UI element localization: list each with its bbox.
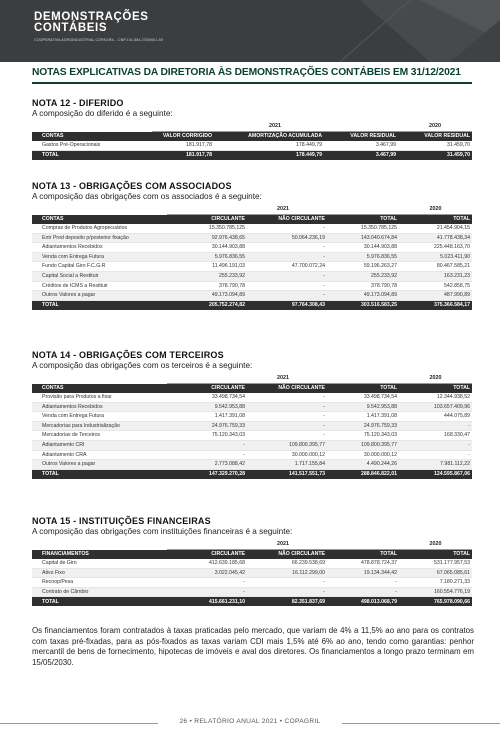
- column-header: TOTAL: [399, 384, 472, 394]
- table-cell: -: [247, 252, 327, 262]
- table-cell: 2.773.088,42: [167, 460, 247, 470]
- footer-separator: •: [279, 718, 283, 725]
- column-header: CIRCULANTE: [167, 215, 247, 225]
- table-cell: -: [247, 291, 327, 301]
- table-row: [32, 421, 472, 431]
- total-cell: 375.366.584,17: [399, 300, 472, 310]
- table-cell: -: [167, 578, 247, 588]
- table-row: [32, 281, 472, 291]
- table-cell: 412.639.185,68: [167, 559, 247, 568]
- table-cell: 33.498.734,54: [327, 393, 399, 402]
- table-cell: Adiantamento CRA: [32, 450, 167, 460]
- column-header: NÃO CIRCULANTE: [247, 550, 327, 560]
- table-cell: 15.350.785,125: [167, 224, 247, 233]
- table-cell: 75.120.343,03: [167, 431, 247, 441]
- table-row: [32, 412, 472, 422]
- table-row: [32, 431, 472, 441]
- table-row: [32, 233, 472, 243]
- column-header: TOTAL: [327, 550, 399, 560]
- table-cell: Adiantamentos Recebidos: [32, 402, 167, 412]
- table-cell: Fundo Capital Giro F.C.G.R: [32, 262, 167, 272]
- table-cell: 378.790,78: [327, 281, 399, 291]
- table-cell: Outros Valores a pagar: [32, 291, 167, 301]
- table-cell: 19.134.344,42: [327, 568, 399, 578]
- table-cell: -: [247, 393, 327, 402]
- column-header: FINANCIAMENTOS: [32, 550, 167, 560]
- table-cell: 11.496.191,03: [167, 262, 247, 272]
- table-cell: Compras de Produtos Agropecuários: [32, 224, 167, 233]
- table-cell: -: [167, 450, 247, 460]
- company-name: COPAGRIL: [284, 718, 321, 725]
- table-cell: 24.976.759,33: [167, 421, 247, 431]
- table-cell: 5.976.836,55: [327, 252, 399, 262]
- table-cell: Recoop/Pesa: [32, 578, 167, 588]
- year-2020-label: 2020: [399, 205, 472, 215]
- header-subtitle: COOPERATIVA AGROINDUSTRIAL COPAGRIL - CNPJ 81.584.278/0001-55: [34, 38, 163, 42]
- table-cell: 75.120.343,03: [327, 431, 399, 441]
- title-divider: [32, 82, 472, 84]
- column-header: NÃO CIRCULANTE: [247, 384, 327, 394]
- total-cell: 288.846.822,01: [327, 469, 399, 479]
- header-title-line1: DEMONSTRAÇÕES: [34, 11, 149, 23]
- section-heading: NOTA 12 - DIFERIDO: [32, 98, 124, 108]
- table-cell: 255.233,92: [327, 271, 399, 281]
- column-header: AMORTIZAÇÃO ACUMULADA: [214, 132, 324, 142]
- table-header-row: [32, 132, 472, 142]
- table-row: [32, 578, 472, 588]
- header-title-line2: CONTÁBEIS: [34, 22, 108, 34]
- table-cell: -: [399, 421, 472, 431]
- table-cell: 4.490.244,26: [327, 460, 399, 470]
- table-cell: Mercadorias para Industrialização: [32, 421, 167, 431]
- total-cell: 415.661.231,10: [167, 597, 247, 607]
- table-cell: 7.180.271,33: [399, 578, 472, 588]
- table-cell: 109.800.395,77: [327, 440, 399, 450]
- table-cell: 9.542.953,88: [327, 402, 399, 412]
- year-header-row: [32, 122, 472, 132]
- table-cell: 5.976.836,55: [167, 252, 247, 262]
- table-cell: 80.467.585,21: [399, 262, 472, 272]
- table-cell: 47.700.072,24: [247, 262, 327, 272]
- total-cell: 141.517.551,73: [247, 469, 327, 479]
- table-cell: -: [399, 440, 472, 450]
- table-cell: 31.459,70: [398, 141, 472, 150]
- table-cell: Adiantamento CRI: [32, 440, 167, 450]
- table-cell: 50.064.236,19: [247, 233, 327, 243]
- table-cell: Créditos de ICMS a Restituir: [32, 281, 167, 291]
- table-cell: 16.112.299,00: [247, 568, 327, 578]
- table-row: [32, 460, 472, 470]
- financing-paragraph: Os financiamentos foram contratados à taxas praticadas pelo mercado, que variam de 4% a 11,5% ao ano para os contratos com taxas pré-fixadas, para as pós-fixados as taxas variam CDI mais 1,5% até 6% ao ano, tendo como garantias: penhor mercantil de bens de fornecimento, hipotecas de imóveis e aval dos diretores. Os financiamentos a longo prazo terminam em 15/05/2030.: [32, 626, 474, 668]
- total-cell: TOTAL: [32, 150, 152, 160]
- table-cell: -: [167, 440, 247, 450]
- table-cell: 444.075,89: [399, 412, 472, 422]
- table-cell: 33.498.734,54: [167, 393, 247, 402]
- section-heading: NOTA 14 - OBRIGAÇÕES COM TERCEIROS: [32, 350, 224, 360]
- table-cell: 21.454.904,15: [399, 224, 472, 233]
- table-cell: Adiantamentos Recebidos: [32, 243, 167, 253]
- section-intro: A composição das obrigações com os associados é a seguinte:: [32, 192, 262, 201]
- table-cell: 1.417.391,08: [167, 412, 247, 422]
- total-cell: 178.449,79: [214, 150, 324, 160]
- table-cell: 67.065.085,61: [399, 568, 472, 578]
- table-cell: 103.657.409,96: [399, 402, 472, 412]
- table-cell: 1.717.155,84: [247, 460, 327, 470]
- table-cell: -: [247, 431, 327, 441]
- table-row: [32, 291, 472, 301]
- table-cell: 12.344.938,52: [399, 393, 472, 402]
- table-cell: -: [247, 578, 327, 588]
- table-cell: 30.000.000,12: [327, 450, 399, 460]
- table-cell: 168.330,47: [399, 431, 472, 441]
- table-cell: 49.173.094,89: [167, 291, 247, 301]
- table-cell: Provisão para Produtos a fixar: [32, 393, 167, 402]
- total-cell: 181.917,78: [152, 150, 214, 160]
- table-row: [32, 402, 472, 412]
- section-intro: A composição do diferido é a seguinte:: [32, 109, 173, 118]
- table-cell: -: [327, 587, 399, 597]
- total-row: [32, 300, 472, 310]
- section-intro: A composição das obrigações com os terceiros é a seguinte:: [32, 361, 253, 370]
- year-2021-label: 2021: [167, 374, 399, 384]
- total-row: [32, 597, 472, 607]
- table-cell: 143.040.674,84: [327, 233, 399, 243]
- total-cell: TOTAL: [32, 469, 167, 479]
- table-row: [32, 243, 472, 253]
- total-row: [32, 150, 472, 160]
- column-header: TOTAL: [327, 215, 399, 225]
- year-header-row: [32, 374, 472, 384]
- year-2020-label: 2020: [399, 374, 472, 384]
- total-row: [32, 469, 472, 479]
- table-header-row: [32, 384, 472, 394]
- table-cell: 255.233,92: [167, 271, 247, 281]
- table-cell: 66.239.538,69: [247, 559, 327, 568]
- table-cell: 181.917,78: [152, 141, 214, 150]
- table-row: [32, 252, 472, 262]
- table-cell: Venda com Entrega Futura: [32, 412, 167, 422]
- column-header: TOTAL: [399, 215, 472, 225]
- table-cell: Venda com Entrega Futura: [32, 252, 167, 262]
- page-title: NOTAS EXPLICATIVAS DA DIRETORIA ÀS DEMONSTRAÇÕES CONTÁBEIS EM 31/12/2021: [32, 67, 461, 78]
- table-cell: 542.858,75: [399, 281, 472, 291]
- column-header: CIRCULANTE: [167, 384, 247, 394]
- year-header-row: [32, 540, 472, 550]
- total-cell: 147.329.270,28: [167, 469, 247, 479]
- section-nota12: [32, 98, 472, 160]
- column-header: VALOR RESIDUAL: [398, 132, 472, 142]
- table-cell: -: [327, 578, 399, 588]
- table-cell: 24.976.759,33: [327, 421, 399, 431]
- table-cell: 163.231,23: [399, 271, 472, 281]
- section-nota15: [32, 516, 472, 606]
- total-cell: 498.013.068,79: [327, 597, 399, 607]
- column-header: NÃO CIRCULANTE: [247, 215, 327, 225]
- table-diferido: [32, 122, 472, 160]
- table-cell: 5.023.411,90: [399, 252, 472, 262]
- table-cell: 30.144.903,88: [327, 243, 399, 253]
- column-header: CONTAS: [32, 215, 167, 225]
- table-cell: 531.177.957,53: [399, 559, 472, 568]
- table-cell: Capital Social a Restituir: [32, 271, 167, 281]
- table-cell: Entr Prod deposito p/posterior fixação: [32, 233, 167, 243]
- table-cell: 178.449,79: [214, 141, 324, 150]
- table-cell: -: [247, 243, 327, 253]
- column-header: TOTAL: [399, 550, 472, 560]
- table-cell: Ativo Fixo: [32, 568, 167, 578]
- column-header: CONTAS: [32, 132, 152, 142]
- table-row: [32, 262, 472, 272]
- table-cell: 92.976.438,65: [167, 233, 247, 243]
- section-nota13: [32, 181, 472, 310]
- table-cell: 7.981.112,22: [399, 460, 472, 470]
- table-cell: 225.448.163,70: [399, 243, 472, 253]
- table-header-row: [32, 550, 472, 560]
- column-header: VALOR RESIDUAL: [324, 132, 398, 142]
- table-row: [32, 587, 472, 597]
- table-cell: -: [247, 271, 327, 281]
- total-cell: 97.764.308,43: [247, 300, 327, 310]
- table-cell: 15.350.785,125: [327, 224, 399, 233]
- table-cell: -: [399, 450, 472, 460]
- table-row: [32, 568, 472, 578]
- table-cell: 3.467,99: [324, 141, 398, 150]
- table-cell: -: [247, 281, 327, 291]
- total-cell: 82.351.837,69: [247, 597, 327, 607]
- total-cell: TOTAL: [32, 597, 167, 607]
- column-header: VALOR CORRIGIDO: [152, 132, 214, 142]
- table-row: [32, 271, 472, 281]
- year-2021-label: 2021: [167, 540, 399, 550]
- table-obrigacoes-terceiros: [32, 374, 472, 479]
- year-2021-label: 2021: [152, 122, 398, 132]
- table-cell: Outros Valores a pagar: [32, 460, 167, 470]
- section-intro: A composição das obrigações com instituições financeiras é a seguinte:: [32, 527, 293, 536]
- table-obrigacoes-associados: [32, 205, 472, 310]
- table-cell: Gastos Pré-Operacionais: [32, 141, 152, 150]
- table-cell: 9.542.953,88: [167, 402, 247, 412]
- year-2020-label: 2020: [399, 540, 472, 550]
- page-number: 26: [179, 718, 188, 725]
- table-row: [32, 141, 472, 150]
- table-cell: 59.196.263,27: [327, 262, 399, 272]
- year-2021-label: 2021: [167, 205, 399, 215]
- table-cell: 30.144.903,88: [167, 243, 247, 253]
- table-cell: 3.022.045,42: [167, 568, 247, 578]
- table-cell: Contrato de Câmbio: [32, 587, 167, 597]
- table-header-row: [32, 215, 472, 225]
- column-header: CONTAS: [32, 384, 167, 394]
- table-cell: -: [247, 412, 327, 422]
- table-cell: Capital de Giro: [32, 559, 167, 568]
- table-row: [32, 393, 472, 402]
- table-cell: -: [167, 587, 247, 597]
- table-cell: 109.800.395,77: [247, 440, 327, 450]
- table-cell: -: [247, 421, 327, 431]
- column-header: TOTAL: [327, 384, 399, 394]
- table-cell: 1.417.391,08: [327, 412, 399, 422]
- section-nota14: [32, 350, 472, 479]
- table-row: [32, 450, 472, 460]
- table-cell: -: [247, 224, 327, 233]
- total-cell: 124.595.867,06: [399, 469, 472, 479]
- table-cell: 41.778.438,34: [399, 233, 472, 243]
- table-cell: 378.790,78: [167, 281, 247, 291]
- header-title: [34, 12, 149, 34]
- table-cell: 478.878.724,37: [327, 559, 399, 568]
- table-cell: 30.000.000,12: [247, 450, 327, 460]
- total-cell: 303.516.583,25: [327, 300, 399, 310]
- header-decoration-icon: [300, 0, 500, 62]
- table-cell: 160.554.776,19: [399, 587, 472, 597]
- table-cell: 487.990,89: [399, 291, 472, 301]
- report-header: [0, 0, 500, 62]
- footer-separator: •: [189, 718, 193, 725]
- year-2020-label: 2020: [398, 122, 472, 132]
- section-heading: NOTA 13 - OBRIGAÇÕES COM ASSOCIADOS: [32, 181, 232, 191]
- column-header: CIRCULANTE: [167, 550, 247, 560]
- table-cell: -: [247, 587, 327, 597]
- table-row: [32, 440, 472, 450]
- table-instituicoes-financeiras: [32, 540, 472, 606]
- page-footer: [0, 718, 500, 725]
- table-cell: 49.173.094,89: [327, 291, 399, 301]
- table-row: [32, 224, 472, 233]
- table-cell: -: [247, 402, 327, 412]
- total-cell: TOTAL: [32, 300, 167, 310]
- report-name: RELATÓRIO ANUAL 2021: [194, 718, 278, 725]
- total-cell: 3.467,99: [324, 150, 398, 160]
- total-cell: 205.752.274,82: [167, 300, 247, 310]
- section-heading: NOTA 15 - INSTITUIÇÕES FINANCEIRAS: [32, 516, 211, 526]
- year-header-row: [32, 205, 472, 215]
- table-cell: Mercadorias de Terceiros: [32, 431, 167, 441]
- table-row: [32, 559, 472, 568]
- total-cell: 765.978.090,66: [399, 597, 472, 607]
- total-cell: 31.459,70: [398, 150, 472, 160]
